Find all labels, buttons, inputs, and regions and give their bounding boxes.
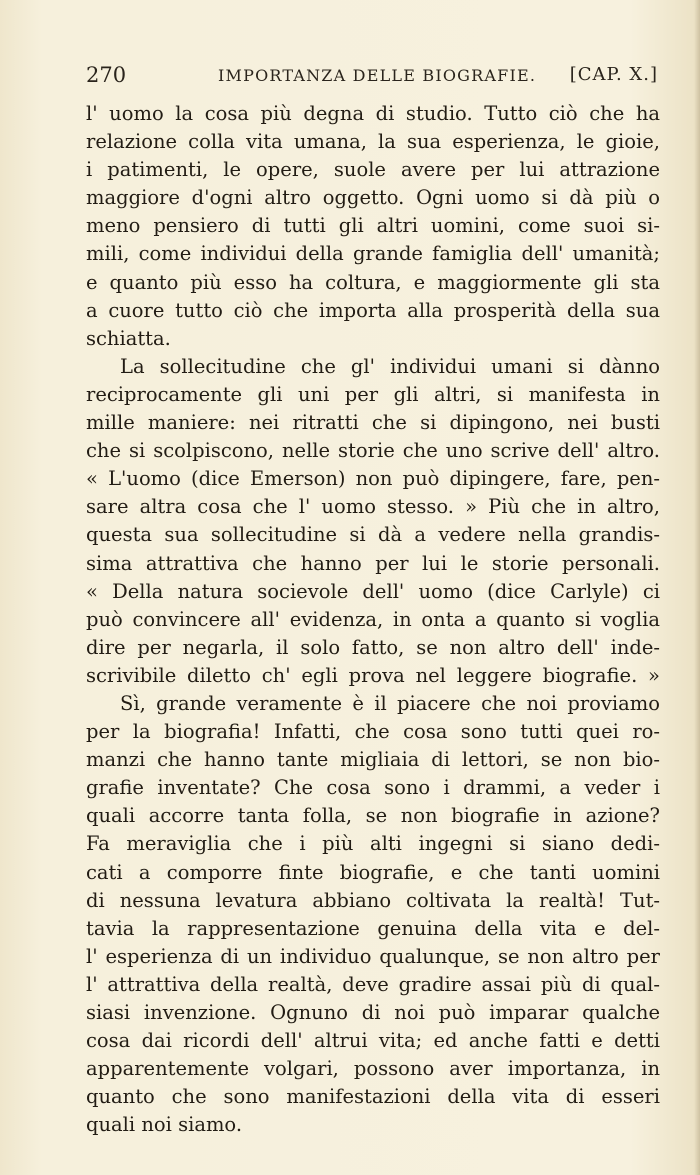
- paragraph: [86, 353, 660, 690]
- paragraph: [86, 690, 660, 1140]
- text-line: sare altra cosa che l' uomo stesso. » Più che in altro,: [86, 495, 660, 519]
- text-line: quali noi siamo.: [86, 1113, 243, 1137]
- text-line: tavia la rappresentazione genuina della vita e del-: [86, 916, 660, 940]
- text-line: che si scolpiscono, nelle storie che uno scrive dell' altro.: [86, 439, 660, 463]
- text-line: mili, come individui della grande famiglia dell' umanità;: [86, 242, 660, 266]
- text-line: dire per negarla, il solo fatto, se non altro dell' inde-: [86, 635, 660, 659]
- text-line: e quanto più esso ha coltura, e maggiormente gli sta: [86, 270, 660, 294]
- text-line: scrivibile diletto ch' egli prova nel leggere biografie. »: [86, 663, 660, 687]
- text-line: l' attrattiva della realtà, deve gradire assai più di qual-: [86, 972, 660, 996]
- page-number: 270: [86, 63, 127, 87]
- text-line: per la biografia! Infatti, che cosa sono tutti quei ro-: [86, 720, 660, 744]
- text-line: quali accorre tanta folla, se non biografie in azione?: [86, 804, 660, 828]
- text-line: quanto che sono manifestazioni della vita di esseri: [86, 1085, 660, 1109]
- body-text: [86, 100, 660, 1139]
- text-line: di nessuna levatura abbiano coltivata la realtà! Tut-: [86, 888, 660, 912]
- text-line: cati a comporre finte biografie, e che tanti uomini: [86, 860, 660, 884]
- text-line: manzi che hanno tante migliaia di lettori, se non bio-: [86, 748, 660, 772]
- text-line: Sì, grande veramente è il piacere che noi proviamo: [120, 691, 660, 715]
- chapter-reference: [CAP. X.]: [569, 64, 658, 85]
- paragraph: [86, 100, 660, 353]
- text-line: a cuore tutto ciò che importa alla prosperità della sua: [86, 298, 660, 322]
- text-line: meno pensiero di tutti gli altri uomini, come suoi si-: [86, 214, 660, 238]
- running-title: IMPORTANZA DELLE BIOGRAFIE.: [218, 66, 537, 85]
- text-line: mille maniere: nei ritratti che si dipingono, nei busti: [86, 411, 660, 435]
- text-line: cosa dai ricordi dell' altrui vita; ed anche fatti e detti: [86, 1029, 660, 1053]
- page-edge-shadow: [694, 0, 700, 1175]
- text-line: grafie inventate? Che cosa sono i drammi, a veder i: [86, 776, 660, 800]
- text-line: schiatta.: [86, 326, 171, 350]
- text-line: l' esperienza di un individuo qualunque, se non altro per: [86, 944, 660, 968]
- text-line: La sollecitudine che gl' individui umani si dànno: [120, 354, 660, 378]
- text-line: reciprocamente gli uni per gli altri, si manifesta in: [86, 382, 660, 406]
- text-line: relazione colla vita umana, la sua esperienza, le gioie,: [86, 130, 660, 154]
- text-line: può convincere all' evidenza, in onta a quanto si voglia: [86, 607, 660, 631]
- text-line: l' uomo la cosa più degna di studio. Tutto ciò che ha: [86, 102, 660, 125]
- text-line: maggiore d'ogni altro oggetto. Ogni uomo si dà più o: [86, 186, 660, 210]
- text-line: i patimenti, le opere, suole avere per lui attrazione: [86, 158, 660, 182]
- text-line: siasi invenzione. Ognuno di noi può imparar qualche: [86, 1001, 660, 1024]
- text-line: « Della natura socievole dell' uomo (dice Carlyle) ci: [86, 579, 660, 603]
- text-line: questa sua sollecitudine si dà a vedere nella grandis-: [86, 523, 660, 547]
- text-line: Fa meraviglia che i più alti ingegni si siano dedi-: [86, 832, 660, 856]
- text-line: sima attrattiva che hanno per lui le storie personali.: [86, 551, 660, 575]
- page-header: [86, 60, 658, 94]
- text-line: « L'uomo (dice Emerson) non può dipingere, fare, pen-: [86, 467, 660, 491]
- text-line: apparentemente volgari, possono aver importanza, in: [86, 1057, 660, 1081]
